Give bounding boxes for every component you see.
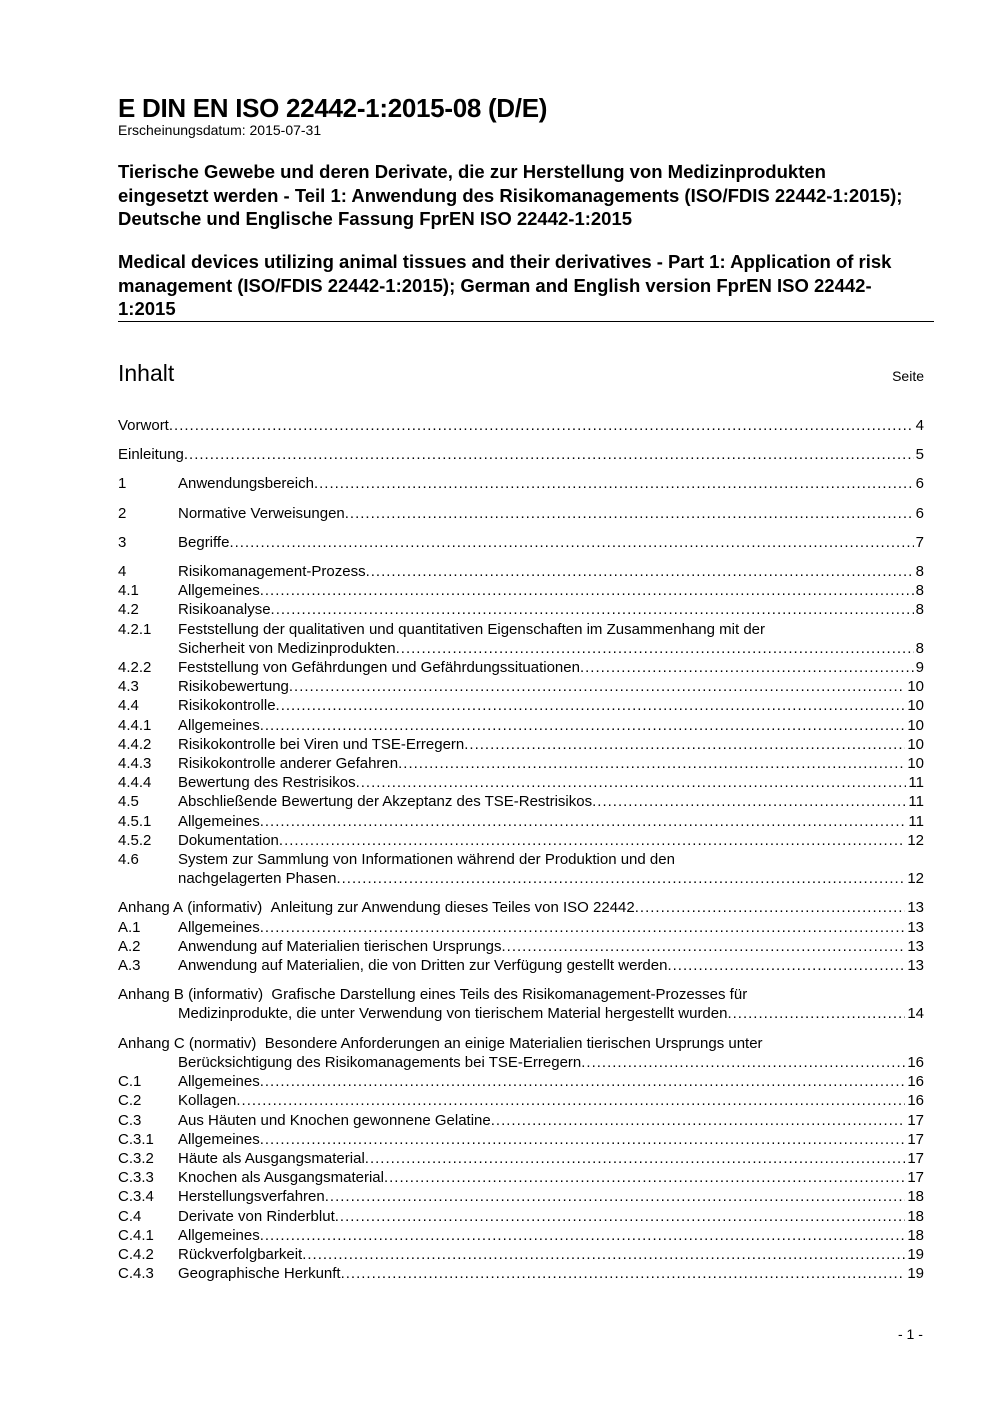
- title-german: Tierische Gewebe und deren Derivate, die zur Herstellung von Medizinprodukten eingesetzt werden - Teil 1: Anwendung des Risikomanagements (ISO/FDIS 22442-1:2015); Deutsche und Englische Fassung FprEN ISO 22442-1:2015: [118, 161, 903, 229]
- toc-entry-title-line1: Grafische Darstellung eines Teils des Risikomanagement-Prozesses für: [271, 986, 748, 1004]
- toc-page-number: 11: [908, 812, 924, 830]
- toc-page-number: 7: [915, 533, 924, 551]
- section-number: 3: [118, 533, 127, 551]
- toc-entry[interactable]: [118, 812, 924, 831]
- leader-dots: [260, 918, 906, 937]
- leader-dots: [302, 1245, 905, 1264]
- toc-entry[interactable]: [118, 1226, 924, 1245]
- toc-entry[interactable]: [118, 1149, 924, 1168]
- section-number: C.3.4: [118, 1188, 154, 1206]
- section-number: 4.1: [118, 582, 139, 600]
- toc-entry[interactable]: [118, 445, 924, 464]
- section-number: 4.4.3: [118, 755, 152, 773]
- toc-entry-title: Allgemeines: [178, 1130, 260, 1148]
- leader-dots: [184, 445, 914, 464]
- toc-page-number: 10: [907, 735, 924, 753]
- toc-page-number: 8: [915, 582, 924, 600]
- toc-page-number: 17: [907, 1111, 924, 1129]
- section-number: 4.4.2: [118, 735, 152, 753]
- leader-dots: [169, 416, 914, 435]
- leader-dots: [260, 716, 906, 735]
- section-number: C.4.3: [118, 1265, 154, 1283]
- section-number: 2: [118, 504, 127, 522]
- toc-entry-title: Risikokontrolle bei Viren und TSE-Erregern: [178, 735, 465, 753]
- toc-page-number: 14: [907, 1005, 924, 1023]
- leader-dots: [260, 581, 914, 600]
- toc-entry-title: Medizinprodukte, die unter Verwendung von tierischem Material hergestellt wurden: [178, 1005, 728, 1023]
- header-divider: [118, 321, 934, 322]
- leader-dots: [260, 1130, 906, 1149]
- toc-entry[interactable]: [118, 600, 924, 619]
- toc-entry[interactable]: [118, 831, 924, 850]
- toc-entry[interactable]: [118, 504, 924, 523]
- toc-page-number: 13: [907, 899, 924, 917]
- toc-entry[interactable]: [118, 937, 924, 956]
- toc-entry-title: Kollagen: [178, 1092, 237, 1110]
- toc-page-number: 12: [907, 831, 924, 849]
- leader-dots: [325, 1187, 906, 1206]
- toc-entry-title: Allgemeines: [178, 918, 260, 936]
- leader-dots: [279, 831, 905, 850]
- toc-entry-title: Anwendung auf Materialien tierischen Ursprungs: [178, 937, 502, 955]
- leader-dots: [229, 533, 913, 552]
- toc-entry-title: Begriffe: [178, 533, 230, 551]
- leader-dots: [384, 1168, 905, 1187]
- toc-entry[interactable]: [118, 620, 924, 658]
- toc-entry-title: Risikoanalyse: [178, 601, 271, 619]
- toc-page-number: 17: [907, 1130, 924, 1148]
- leader-dots: [366, 562, 914, 581]
- leader-dots: [276, 696, 906, 715]
- leader-dots: [335, 1207, 906, 1226]
- toc-entry[interactable]: [118, 416, 924, 435]
- toc-page-number: 6: [915, 475, 924, 493]
- section-number: 4.4.1: [118, 716, 152, 734]
- section-number: 4.2.1: [118, 620, 152, 638]
- table-of-contents: [118, 416, 924, 1283]
- leader-dots: [581, 1053, 905, 1072]
- section-number: A.1: [118, 918, 141, 936]
- toc-heading: Inhalt: [118, 360, 175, 386]
- leader-dots: [398, 754, 905, 773]
- section-number: 4.4.4: [118, 774, 152, 792]
- toc-entry-title: Allgemeines: [178, 812, 260, 830]
- leader-dots: [727, 1004, 905, 1023]
- section-number: 4.2.2: [118, 659, 152, 677]
- toc-entry[interactable]: [118, 956, 924, 975]
- toc-entry[interactable]: [118, 850, 924, 888]
- toc-page-number: 8: [915, 563, 924, 581]
- leader-dots: [491, 1111, 906, 1130]
- toc-page-number: 6: [915, 504, 924, 522]
- toc-entry-title: Bewertung des Restrisikos: [178, 774, 356, 792]
- section-number: C.3.3: [118, 1169, 154, 1187]
- toc-entry[interactable]: [118, 677, 924, 696]
- leader-dots: [341, 1264, 906, 1283]
- toc-page-number: 12: [907, 870, 924, 888]
- page-number: - 1 -: [898, 1326, 923, 1342]
- toc-entry[interactable]: [118, 1207, 924, 1226]
- toc-entry-title: Allgemeines: [178, 582, 260, 600]
- toc-entry-title: Risikomanagement-Prozess: [178, 563, 366, 581]
- section-number: 4.5.2: [118, 831, 152, 849]
- leader-dots: [464, 735, 905, 754]
- toc-entry[interactable]: [118, 985, 924, 1023]
- toc-page-number: 13: [907, 918, 924, 936]
- leader-dots: [667, 956, 905, 975]
- section-number: C.3.2: [118, 1149, 154, 1167]
- toc-page-number: 13: [907, 937, 924, 955]
- toc-page-column-label: Seite: [892, 368, 924, 384]
- section-number: C.3.1: [118, 1130, 154, 1148]
- toc-entry[interactable]: [118, 1168, 924, 1187]
- toc-entry-title: Risikokontrolle anderer Gefahren: [178, 755, 399, 773]
- toc-entry-title: Herstellungsverfahren: [178, 1188, 325, 1206]
- section-number: C.2: [118, 1092, 142, 1110]
- toc-page-number: 8: [915, 601, 924, 619]
- toc-entry[interactable]: [118, 898, 924, 917]
- section-number: 4.4: [118, 697, 139, 715]
- section-number: 4.6: [118, 851, 139, 869]
- title-english: Medical devices utilizing animal tissues and their derivatives - Part 1: Application of risk management (ISO/FDIS 22442-1:2015); German and English version FprEN ISO 22442-1:2015: [118, 251, 892, 319]
- toc-entry-title: Derivate von Rinderblut: [178, 1207, 335, 1225]
- section-number: C.4.2: [118, 1245, 154, 1263]
- leader-dots: [260, 1226, 906, 1245]
- toc-entry-title: Dokumentation: [178, 831, 279, 849]
- toc-entry[interactable]: [118, 1264, 924, 1283]
- toc-entry-title: Allgemeines: [178, 1226, 260, 1244]
- toc-entry[interactable]: [118, 1111, 924, 1130]
- toc-entry[interactable]: [118, 735, 924, 754]
- toc-entry[interactable]: [118, 581, 924, 600]
- toc-entry-title: Sicherheit von Medizinprodukten: [178, 639, 396, 657]
- toc-page-number: 16: [907, 1073, 924, 1091]
- toc-page-number: 10: [907, 716, 924, 734]
- toc-page-number: 17: [907, 1169, 924, 1187]
- toc-page-number: 10: [907, 678, 924, 696]
- toc-entry-title: Risikokontrolle: [178, 697, 276, 715]
- toc-page-number: 10: [907, 755, 924, 773]
- toc-entry-title: Knochen als Ausgangsmaterial: [178, 1169, 384, 1187]
- publication-date: Erscheinungsdatum: 2015-07-31: [118, 122, 322, 138]
- toc-page-number: 11: [908, 774, 924, 792]
- toc-page-number: 17: [907, 1149, 924, 1167]
- document-id: E DIN EN ISO 22442-1:2015-08 (D/E): [118, 93, 548, 123]
- toc-page-number: 4: [915, 417, 924, 434]
- annex-label: Anhang A: [118, 899, 184, 917]
- annex-label: Anhang C: [118, 1034, 185, 1052]
- toc-page-number: 11: [908, 793, 924, 811]
- leader-dots: [365, 1149, 906, 1168]
- section-number: 1: [118, 475, 127, 493]
- toc-entry[interactable]: [118, 1091, 924, 1110]
- toc-page-number: 5: [915, 446, 924, 464]
- section-number: A.2: [118, 937, 141, 955]
- toc-page-number: 18: [907, 1207, 924, 1225]
- toc-page-number: 18: [907, 1188, 924, 1206]
- toc-entry[interactable]: [118, 562, 924, 581]
- leader-dots: [635, 898, 906, 917]
- leader-dots: [236, 1091, 905, 1110]
- toc-entry[interactable]: [118, 754, 924, 773]
- toc-entry-title: Normative Verweisungen: [178, 504, 345, 522]
- section-number: 4.2: [118, 601, 139, 619]
- annex-label: Anhang B: [118, 986, 184, 1004]
- toc-entry[interactable]: [118, 1130, 924, 1149]
- leader-dots: [396, 639, 914, 658]
- toc-entry-title: Risikobewertung: [178, 678, 289, 696]
- toc-entry-title: Abschließende Bewertung der Akzeptanz des TSE-Restrisikos: [178, 793, 593, 811]
- toc-page-number: 13: [907, 957, 924, 975]
- leader-dots: [271, 600, 914, 619]
- toc-entry-title: Allgemeines: [178, 716, 260, 734]
- leader-dots: [260, 1072, 906, 1091]
- leader-dots: [345, 504, 914, 523]
- toc-entry-title: Allgemeines: [178, 1073, 260, 1091]
- leader-dots: [260, 812, 907, 831]
- section-number: C.3: [118, 1111, 142, 1129]
- leader-dots: [314, 474, 914, 493]
- toc-entry-title: Häute als Ausgangsmaterial: [178, 1149, 365, 1167]
- toc-entry-title: Geographische Herkunft: [178, 1265, 341, 1283]
- toc-entry-title: Anleitung zur Anwendung dieses Teiles von ISO 22442: [270, 899, 635, 917]
- toc-entry[interactable]: [118, 1245, 924, 1264]
- toc-entry[interactable]: [118, 773, 924, 792]
- section-number: A.3: [118, 957, 141, 975]
- section-number: 4.3: [118, 678, 139, 696]
- leader-dots: [336, 869, 905, 888]
- leader-dots: [356, 773, 907, 792]
- toc-entry-title: Rückverfolgbarkeit: [178, 1245, 303, 1263]
- toc-entry-title-line1: Feststellung der qualitativen und quantitativen Eigenschaften im Zusammenhang mit der: [178, 620, 765, 638]
- toc-page-number: 19: [907, 1265, 924, 1283]
- section-number: C.4: [118, 1207, 142, 1225]
- toc-entry-title: Feststellung von Gefährdungen und Gefährdungssituationen: [178, 659, 580, 677]
- toc-entry-title: Aus Häuten und Knochen gewonnene Gelatine: [178, 1111, 491, 1129]
- toc-entry[interactable]: [118, 918, 924, 937]
- toc-page-number: 10: [907, 697, 924, 715]
- toc-page-number: 19: [907, 1245, 924, 1263]
- toc-entry-title: Berücksichtigung des Risikomanagements bei TSE-Erregern: [178, 1053, 582, 1071]
- toc-entry-title: Anwendungsbereich: [178, 475, 314, 493]
- leader-dots: [580, 658, 914, 677]
- toc-entry[interactable]: [118, 696, 924, 715]
- toc-page-number: 8: [915, 639, 924, 657]
- section-number: C.4.1: [118, 1226, 154, 1244]
- toc-page-number: 9: [915, 659, 924, 677]
- section-number: C.1: [118, 1073, 142, 1091]
- leader-dots: [592, 792, 906, 811]
- toc-entry[interactable]: [118, 716, 924, 735]
- toc-entry[interactable]: [118, 792, 924, 811]
- toc-entry-title: nachgelagerten Phasen: [178, 870, 337, 888]
- annex-mode: (informativ): [187, 899, 263, 917]
- toc-entry-title: Einleitung: [118, 446, 184, 464]
- toc-page-number: 16: [907, 1053, 924, 1071]
- toc-entry[interactable]: [118, 474, 924, 493]
- toc-entry-title-line1: System zur Sammlung von Informationen während der Produktion und den: [178, 851, 675, 869]
- toc-entry[interactable]: [118, 1072, 924, 1091]
- leader-dots: [289, 677, 905, 696]
- leader-dots: [502, 937, 906, 956]
- section-number: 4.5.1: [118, 812, 152, 830]
- toc-page-number: 18: [907, 1226, 924, 1244]
- toc-entry-title: Anwendung auf Materialien, die von Dritten zur Verfügung gestellt werden: [178, 957, 668, 975]
- annex-mode: (informativ): [188, 986, 264, 1004]
- toc-entry-title: Vorwort: [118, 417, 169, 434]
- toc-entry[interactable]: [118, 1034, 924, 1072]
- toc-entry[interactable]: [118, 658, 924, 677]
- toc-entry[interactable]: [118, 533, 924, 552]
- section-number: 4: [118, 563, 127, 581]
- toc-entry-title-line1: Besondere Anforderungen an einige Materialien tierischen Ursprungs unter: [264, 1034, 763, 1052]
- toc-entry[interactable]: [118, 1187, 924, 1206]
- section-number: 4.5: [118, 793, 139, 811]
- annex-mode: (normativ): [188, 1034, 257, 1052]
- toc-page-number: 16: [907, 1092, 924, 1110]
